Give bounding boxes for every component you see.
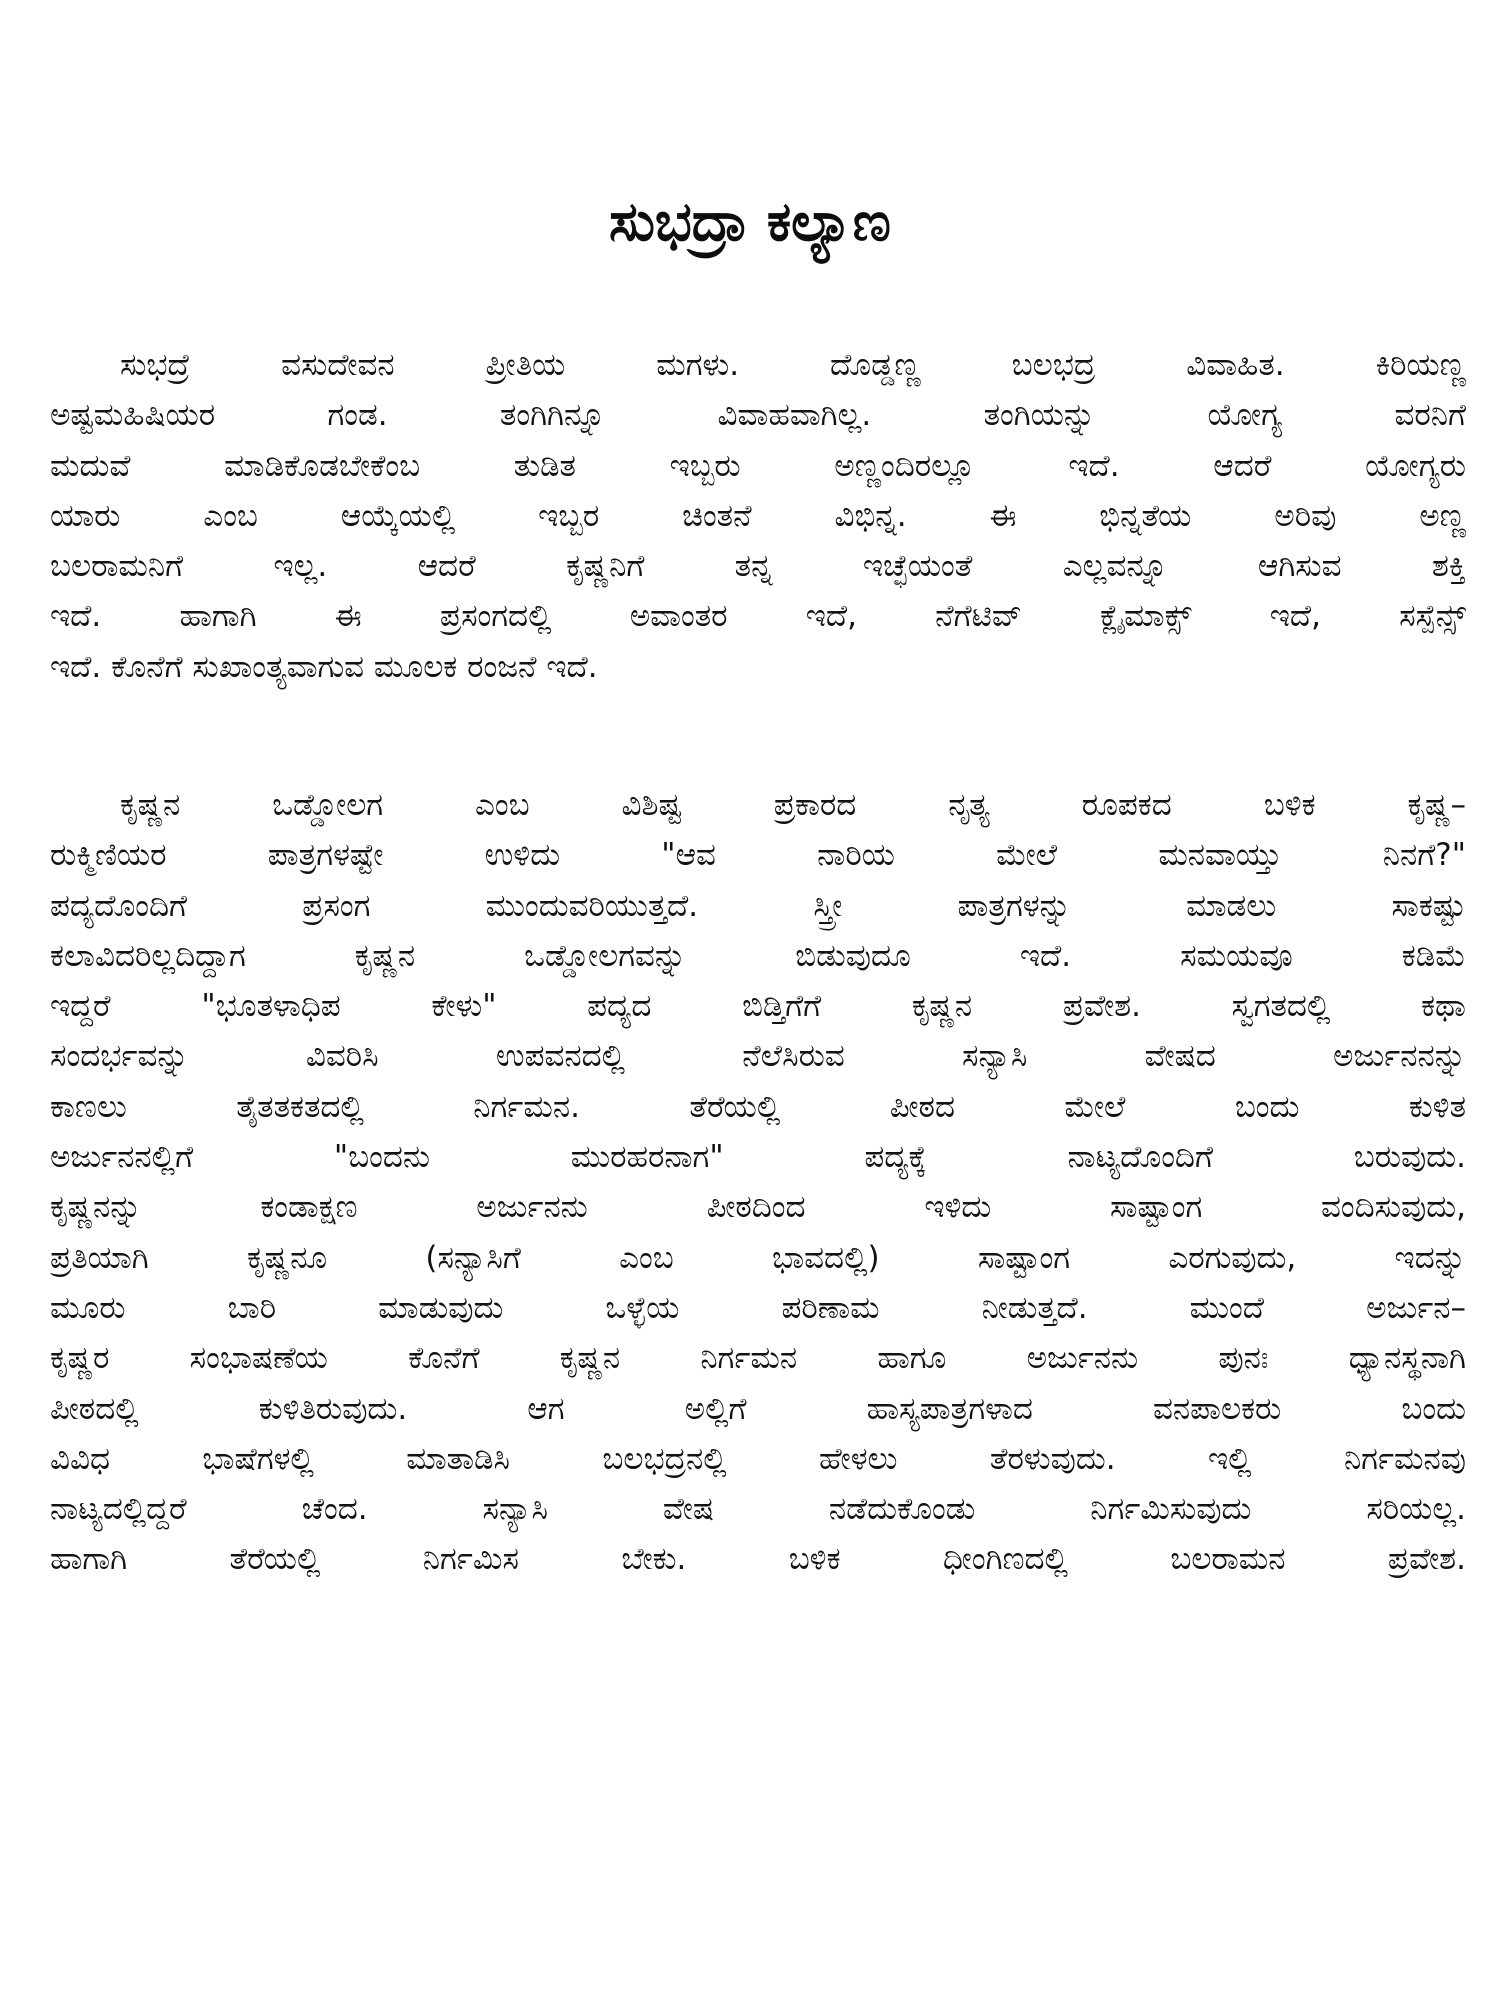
text-line: ಮದುವೆ ಮಾಡಿಕೊಡಬೇಕೆಂಬ ತುಡಿತ ಇಬ್ಬರು ಅಣ್ಣಂದಿರಲ್ಲೂ ಇದೆ. ಆದರೆ ಯೋಗ್ಯರು bbox=[50, 447, 1466, 484]
text-line: ಸುಭದ್ರೆ ವಸುದೇವನ ಪ್ರೀತಿಯ ಮಗಳು. ದೊಡ್ಡಣ್ಣ ಬಲಭದ್ರ ವಿವಾಹಿತ. ಕಿರಿಯಣ್ಣ bbox=[120, 347, 1466, 383]
text-line: ನಾಟ್ಯದಲ್ಲಿದ್ದರೆ ಚೆಂದ. ಸನ್ಯಾಸಿ ವೇಷ ನಡೆದುಕೊಂಡು ನಿರ್ಗಮಿಸುವುದು ಸರಿಯಲ್ಲ. bbox=[50, 1491, 1466, 1528]
text-line: ಅರ್ಜುನನಲ್ಲಿಗೆ "ಬಂದನು ಮುರಹರನಾಗ" ಪದ್ಯಕ್ಕೆ ನಾಟ್ಯದೊಂದಿಗೆ ಬರುವುದು. bbox=[50, 1139, 1466, 1176]
text-line: ಇದ್ದರೆ "ಭೂತಳಾಧಿಪ ಕೇಳು" ಪದ್ಯದ ಬಿಡ್ತಿಗೆಗೆ ಕೃಷ್ಣನ ಪ್ರವೇಶ. ಸ್ವಗತದಲ್ಲಿ ಕಥಾ bbox=[50, 988, 1466, 1025]
text-line: ಇದೆ. ಹಾಗಾಗಿ ಈ ಪ್ರಸಂಗದಲ್ಲಿ ಅವಾಂತರ ಇದೆ, ನೆಗೆಟಿವ್ ಕ್ಲೈಮಾಕ್ಸ್ ಇದೆ, ಸಸ್ಪೆನ್ಸ್ bbox=[50, 598, 1466, 635]
text-line: ಸಂದರ್ಭವನ್ನು ವಿವರಿಸಿ ಉಪವನದಲ್ಲಿ ನೆಲೆಸಿರುವ ಸನ್ಯಾಸಿ ವೇಷದ ಅರ್ಜುನನನ್ನು bbox=[50, 1038, 1466, 1075]
text-line: ಬಲರಾಮನಿಗೆ ಇಲ್ಲ. ಆದರೆ ಕೃಷ್ಣನಿಗೆ ತನ್ನ ಇಚ್ಛೆಯಂತೆ ಎಲ್ಲವನ್ನೂ ಆಗಿಸುವ ಶಕ್ತಿ bbox=[50, 548, 1466, 585]
text-line: ಕೃಷ್ಣನ ಒಡ್ಡೋಲಗ ಎಂಬ ವಿಶಿಷ್ಟ ಪ್ರಕಾರದ ನೃತ್ಯ ರೂಪಕದ ಬಳಿಕ ಕೃಷ್ಣ– bbox=[120, 787, 1466, 823]
text-line: ಕೃಷ್ಣನನ್ನು ಕಂಡಾಕ್ಷಣ ಅರ್ಜುನನು ಪೀಠದಿಂದ ಇಳಿದು ಸಾಷ್ಟಾಂಗ ವಂದಿಸುವುದು, bbox=[50, 1189, 1466, 1226]
text-line: ಪೀಠದಲ್ಲಿ ಕುಳಿತಿರುವುದು. ಆಗ ಅಲ್ಲಿಗೆ ಹಾಸ್ಯಪಾತ್ರಗಳಾದ ವನಪಾಲಕರು ಬಂದು bbox=[50, 1390, 1466, 1427]
text-line: ಕಲಾವಿದರಿಲ್ಲದಿದ್ದಾಗ ಕೃಷ್ಣನ ಒಡ್ಡೋಲಗವನ್ನು ಬಿಡುವುದೂ ಇದೆ. ಸಮಯವೂ ಕಡಿಮೆ bbox=[50, 937, 1466, 974]
paragraph bbox=[50, 340, 1466, 692]
text-line: ಮೂರು ಬಾರಿ ಮಾಡುವುದು ಒಳ್ಳೆಯ ಪರಿಣಾಮ ನೀಡುತ್ತದೆ. ಮುಂದೆ ಅರ್ಜುನ– bbox=[50, 1289, 1466, 1326]
text-line: ಯಾರು ಎಂಬ ಆಯ್ಕೆಯಲ್ಲಿ ಇಬ್ಬರ ಚಿಂತನೆ ವಿಭಿನ್ನ. ಈ ಭಿನ್ನತೆಯ ಅರಿವು ಅಣ್ಣ bbox=[50, 497, 1466, 534]
text-line: ಪದ್ಯದೊಂದಿಗೆ ಪ್ರಸಂಗ ಮುಂದುವರಿಯುತ್ತದೆ. ಸ್ತ್ರೀ ಪಾತ್ರಗಳನ್ನು ಮಾಡಲು ಸಾಕಷ್ಟು bbox=[50, 887, 1466, 924]
text-line: ಕೃಷ್ಣರ ಸಂಭಾಷಣೆಯ ಕೊನೆಗೆ ಕೃಷ್ಣನ ನಿರ್ಗಮನ ಹಾಗೂ ಅರ್ಜುನನು ಪುನಃ ಧ್ಯಾನಸ್ಥನಾಗಿ bbox=[50, 1340, 1466, 1377]
text-line: ಪ್ರತಿಯಾಗಿ ಕೃಷ್ಣನೂ (ಸನ್ಯಾಸಿಗೆ ಎಂಬ ಭಾವದಲ್ಲಿ) ಸಾಷ್ಟಾಂಗ ಎರಗುವುದು, ಇದನ್ನು bbox=[50, 1239, 1466, 1276]
text-line: ಅಷ್ಟಮಹಿಷಿಯರ ಗಂಡ. ತಂಗಿಗಿನ್ನೂ ವಿವಾಹವಾಗಿಲ್ಲ. ತಂಗಿಯನ್ನು ಯೋಗ್ಯ ವರನಿಗೆ bbox=[50, 397, 1466, 434]
text-line: ಇದೆ. ಕೊನೆಗೆ ಸುಖಾಂತ್ಯವಾಗುವ ಮೂಲಕ ರಂಜನೆ ಇದೆ. bbox=[50, 648, 598, 685]
text-line: ವಿವಿಧ ಭಾಷೆಗಳಲ್ಲಿ ಮಾತಾಡಿಸಿ ಬಲಭದ್ರನಲ್ಲಿ ಹೇಳಲು ತೆರಳುವುದು. ಇಲ್ಲಿ ನಿರ್ಗಮನವು bbox=[50, 1440, 1466, 1477]
paragraph bbox=[50, 780, 1466, 1585]
text-line: ರುಕ್ಮಿಣಿಯರ ಪಾತ್ರಗಳಷ್ಟೇ ಉಳಿದು "ಆವ ನಾರಿಯ ಮೇಲೆ ಮನವಾಯ್ತು ನಿನಗೆ?" bbox=[50, 837, 1466, 874]
page-title: ಸುಭದ್ರಾ ಕಲ್ಯಾಣ bbox=[609, 190, 891, 254]
text-line: ಕಾಣಲು ತೈತತಕತದಲ್ಲಿ ನಿರ್ಗಮನ. ತೆರೆಯಲ್ಲಿ ಪೀಠದ ಮೇಲೆ ಬಂದು ಕುಳಿತ bbox=[50, 1088, 1466, 1125]
text-line: ಹಾಗಾಗಿ ತೆರೆಯಲ್ಲಿ ನಿರ್ಗಮಿಸ ಬೇಕು. ಬಳಿಕ ಧೀಂಗಿಣದಲ್ಲಿ ಬಲರಾಮನ ಪ್ರವೇಶ. bbox=[50, 1541, 1466, 1578]
